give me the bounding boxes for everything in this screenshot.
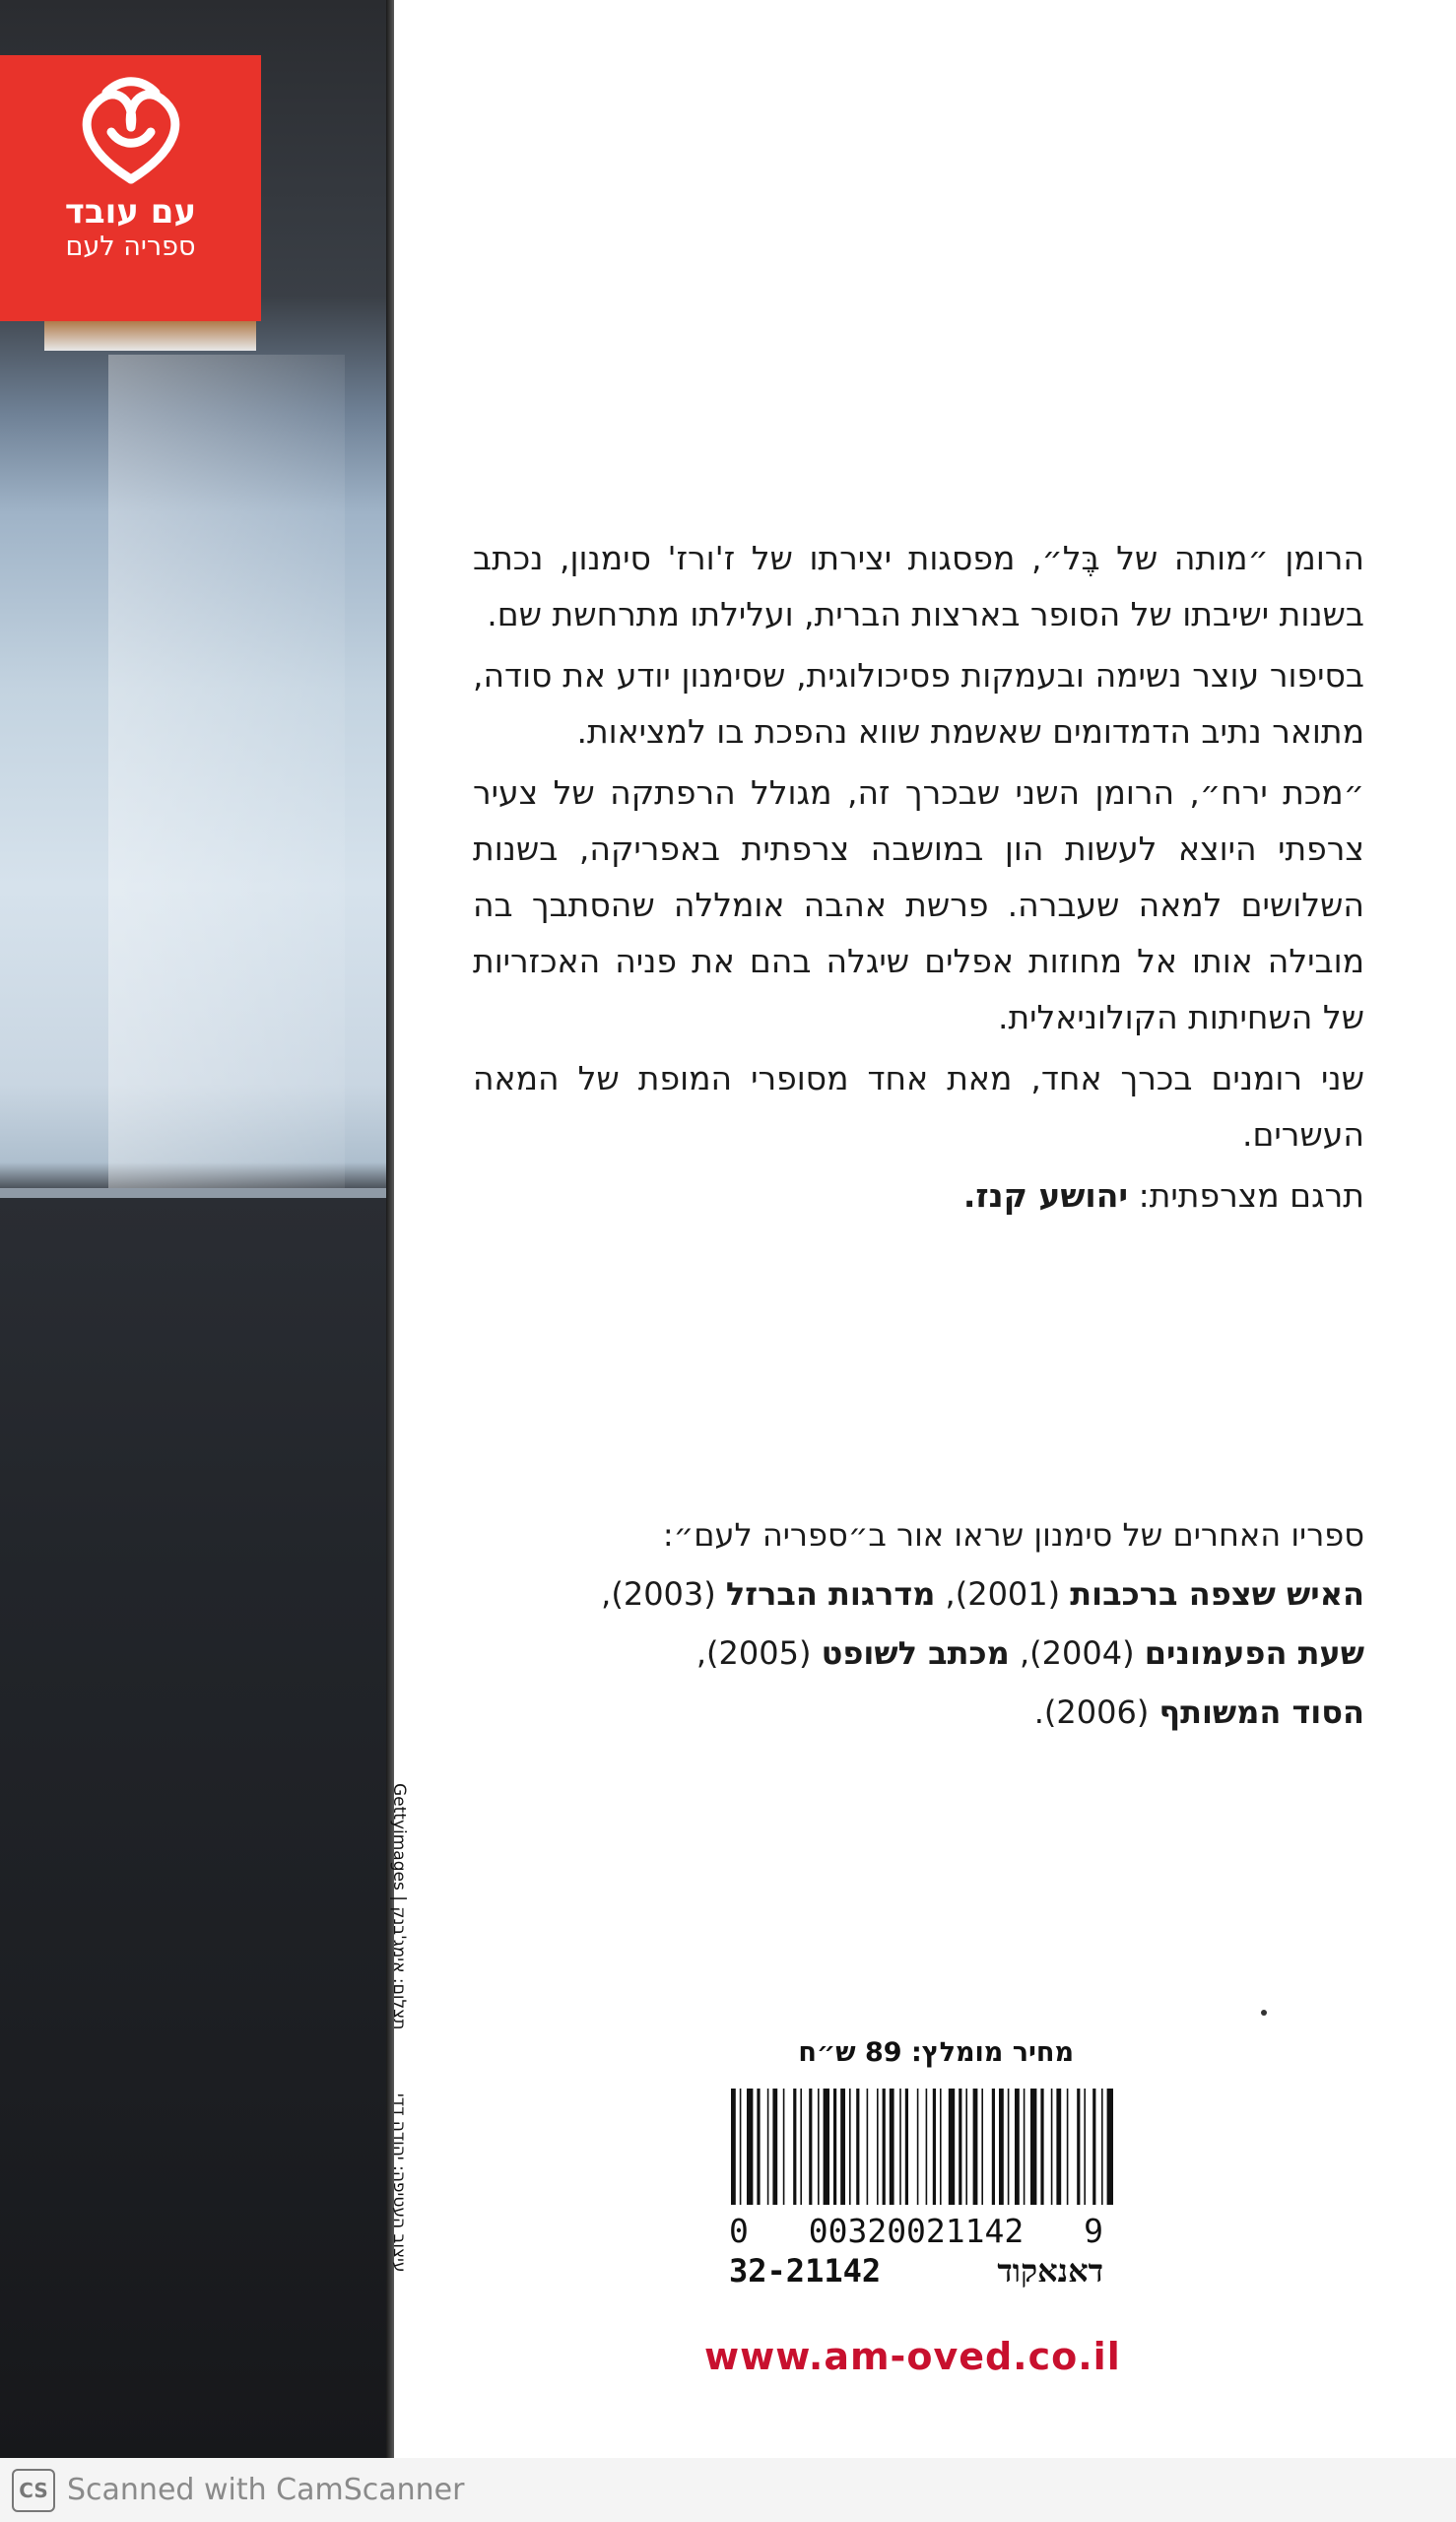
barcode-bar bbox=[1008, 2089, 1010, 2205]
barcode-bar bbox=[877, 2089, 879, 2205]
barcode-digit-right: 9 bbox=[1084, 2212, 1103, 2250]
translator-name: יהושע קנז. bbox=[962, 1176, 1129, 1215]
book-year: (2004), bbox=[1019, 1634, 1135, 1672]
blurb-paragraph: ״מכת ירח״, הרומן השני שבכרך זה, מגולל הרפתקה של צעיר צרפתי היוצא לעשות הון במושבה צרפתית באפריקה, בשנות השלושים למאה שעברה. פרשת אהבה אומללה שהסתבך בה מובילה אותו אל מחוזות אפלים שיגלה בהם את פניה האכזריות של השחיתות הקולוניאלית. bbox=[473, 773, 1364, 1036]
cover-photo-strip bbox=[0, 0, 389, 2458]
barcode-bar bbox=[899, 2089, 901, 2205]
danacode-number: 32-21142 bbox=[729, 2252, 882, 2290]
barcode-bar bbox=[890, 2089, 894, 2205]
barcode bbox=[727, 2089, 1121, 2205]
barcode-bar bbox=[818, 2089, 820, 2205]
danacode-line bbox=[729, 2252, 1103, 2290]
barcode-bar bbox=[793, 2089, 796, 2205]
barcode-number bbox=[729, 2212, 1103, 2250]
publisher-website[interactable]: www.am-oved.co.il bbox=[704, 2335, 1121, 2378]
other-books-intro: ספריו האחרים של סימנון שראו אור ב״ספריה לעם״: bbox=[662, 1516, 1364, 1554]
book-year: (2001), bbox=[945, 1575, 1061, 1613]
barcode-bar bbox=[1101, 2089, 1103, 2205]
barcode-bar bbox=[856, 2089, 859, 2205]
book-title: מדרגות הברזל bbox=[725, 1575, 936, 1613]
barcode-bar bbox=[1056, 2089, 1061, 2205]
barcode-bar bbox=[867, 2089, 869, 2205]
barcode-bar bbox=[1030, 2089, 1036, 2205]
barcode-bar bbox=[959, 2089, 961, 2205]
book-year: (2006). bbox=[1033, 1693, 1150, 1731]
book-title: הסוד המשותף bbox=[1158, 1693, 1364, 1731]
photo-credit: תצלום: אימג'בנק | Gettyimages bbox=[389, 1783, 409, 2030]
am-oved-logo-icon bbox=[67, 73, 195, 186]
barcode-bar bbox=[731, 2089, 736, 2205]
book-title: האיש שצפה ברכבות bbox=[1070, 1575, 1364, 1613]
barcode-bar bbox=[949, 2089, 955, 2205]
photo-edge-divider bbox=[386, 0, 394, 2458]
book-title: שעת הפעמונים bbox=[1144, 1634, 1364, 1672]
design-credit: עיצוב העטיפה: יהודה דדי bbox=[389, 2093, 409, 2273]
barcode-bar bbox=[1040, 2089, 1043, 2205]
barcode-bar bbox=[767, 2089, 769, 2205]
barcode-bar bbox=[926, 2089, 928, 2205]
barcode-bar bbox=[747, 2089, 753, 2205]
translator-label: תרגם מצרפתית: bbox=[1138, 1176, 1364, 1215]
barcode-bar bbox=[973, 2089, 978, 2205]
barcode-bar bbox=[740, 2089, 742, 2205]
barcode-bar bbox=[757, 2089, 760, 2205]
other-books-list bbox=[473, 1564, 1364, 1742]
scanner-watermark-text: Scanned with CamScanner bbox=[67, 2473, 465, 2507]
barcode-bar bbox=[883, 2089, 886, 2205]
barcode-bar bbox=[933, 2089, 936, 2205]
barcode-bar bbox=[783, 2089, 785, 2205]
scanner-watermark-bar bbox=[0, 2458, 1456, 2522]
lamp-shade-detail bbox=[44, 321, 256, 351]
barcode-bar bbox=[940, 2089, 942, 2205]
other-books-section bbox=[473, 1505, 1364, 1742]
blurb-paragraph: הרומן ״מותה של בֶּל״, מפסגות יצירתו של ז'ורז' סימנון, נכתב בשנות ישיבתו של הסופר בארצות הברית, ועלילתו מתרחשת שם. bbox=[473, 539, 1364, 633]
recommended-price: מחיר מומלץ: 89 ש״ח bbox=[798, 2037, 1074, 2068]
blurb-paragraph: בסיפור עוצר נשימה ובעמקות פסיכולוגית, שסימנון יודע את סודה, מתואר נתיב הדמדומים שאשמת שווא נהפכת בו למציאות. bbox=[473, 656, 1364, 751]
book-year: (2003), bbox=[601, 1575, 716, 1613]
barcode-bar bbox=[772, 2089, 777, 2205]
translator-line bbox=[473, 1167, 1364, 1224]
publisher-series: ספריה לעם bbox=[65, 232, 196, 262]
book-year: (2005), bbox=[695, 1634, 812, 1672]
barcode-digit-left: 0 bbox=[729, 2212, 749, 2250]
barcode-bar bbox=[1092, 2089, 1095, 2205]
barcode-bar bbox=[999, 2089, 1004, 2205]
barcode-bar bbox=[1024, 2089, 1026, 2205]
barcode-bar bbox=[992, 2089, 995, 2205]
barcode-bar bbox=[833, 2089, 836, 2205]
barcode-bar bbox=[917, 2089, 919, 2205]
barcode-bar bbox=[809, 2089, 812, 2205]
publisher-logo bbox=[0, 55, 261, 321]
barcode-bar bbox=[1067, 2089, 1069, 2205]
barcode-bar bbox=[840, 2089, 845, 2205]
blurb-text bbox=[473, 530, 1364, 1228]
barcode-bar bbox=[1107, 2089, 1113, 2205]
barcode-bar bbox=[905, 2089, 908, 2205]
blurb-paragraph: שני רומנים בכרך אחד, מאת אחד מסופרי המופת של המאה העשרים. bbox=[473, 1059, 1364, 1154]
print-dot bbox=[1261, 2010, 1267, 2016]
camscanner-icon: CS bbox=[12, 2469, 55, 2512]
barcode-bar bbox=[1077, 2089, 1080, 2205]
danacode-label: דאנאקוד bbox=[997, 2252, 1103, 2290]
barcode-bar bbox=[965, 2089, 967, 2205]
barcode-bar bbox=[824, 2089, 829, 2205]
barcode-bar bbox=[800, 2089, 802, 2205]
barcode-bar bbox=[981, 2089, 983, 2205]
barcode-digits-middle: 00320021142 bbox=[808, 2212, 1025, 2250]
book-title: מכתב לשופט bbox=[821, 1634, 1010, 1672]
barcode-bar bbox=[1084, 2089, 1086, 2205]
publisher-name: עם עובד bbox=[64, 192, 197, 232]
barcode-bar bbox=[849, 2089, 851, 2205]
barcode-bar bbox=[1015, 2089, 1020, 2205]
barcode-bar bbox=[1051, 2089, 1053, 2205]
